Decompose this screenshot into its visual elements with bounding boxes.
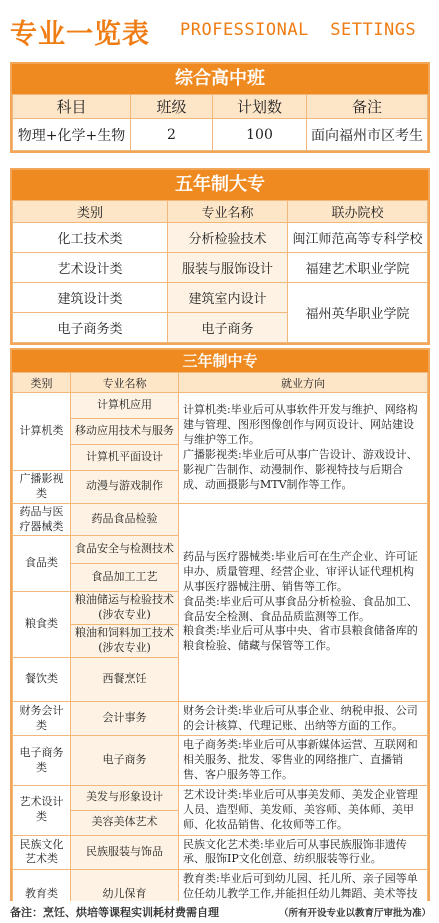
major-cell: 电子商务 bbox=[168, 313, 288, 343]
section-five-year-college bbox=[10, 168, 430, 345]
direction-cell bbox=[179, 503, 428, 701]
school-cell: 福建艺术职业学院 bbox=[288, 253, 428, 283]
footer-note: 备注：烹饪、烘培等课程实训耗材费需自理 bbox=[10, 906, 219, 919]
major-cell: 计算机平面设计 bbox=[71, 445, 179, 471]
direction-text: 广播影视类:毕业后可从事广告设计、游戏设计、影视广告制作、动漫制作、影视特技与后期合成、动画摄影与MTV制作等工作。 bbox=[183, 447, 418, 491]
page-title: 专业一览表 bbox=[10, 19, 150, 50]
table-row bbox=[13, 393, 428, 419]
major-cell: 西餐烹饪 bbox=[71, 657, 179, 701]
page-header bbox=[0, 0, 439, 56]
three-year-table bbox=[12, 372, 428, 920]
category-cell: 艺术设计类 bbox=[13, 253, 168, 283]
major-cell: 粮油储运与检验技术(涉农专业) bbox=[71, 592, 179, 625]
direction-cell: 民族文化艺术类:毕业后可从事民族服饰非遗传承、服饰IP文化创意、纺织服装等行业。 bbox=[179, 835, 428, 870]
category-cell: 餐饮类 bbox=[13, 657, 71, 701]
column-header: 科目 bbox=[13, 95, 131, 119]
category-cell: 电子商务类 bbox=[13, 313, 168, 343]
category-cell: 电子商务类 bbox=[13, 736, 71, 786]
column-header: 类别 bbox=[13, 373, 71, 393]
page-footer bbox=[0, 901, 439, 923]
plan-count-cell: 100 bbox=[213, 119, 307, 151]
table-row bbox=[13, 785, 428, 810]
table-row bbox=[13, 503, 428, 536]
major-cell: 幼儿保育 bbox=[71, 870, 179, 920]
table-header-row bbox=[13, 373, 428, 393]
table-row bbox=[13, 736, 428, 786]
table-row bbox=[13, 119, 428, 151]
table-header-row bbox=[13, 95, 428, 119]
direction-cell: 艺术设计类:毕业后可从事美发师、美发企业管理人员、造型师、美发师、美容师、美体师、美甲师、化妆品销售、化妆师等工作。 bbox=[179, 785, 428, 835]
five-year-table bbox=[12, 200, 428, 343]
column-header: 专业名称 bbox=[71, 373, 179, 393]
section-comprehensive-high-school bbox=[10, 62, 430, 153]
major-cell: 粮油和饲料加工技术(涉农专业) bbox=[71, 625, 179, 658]
category-cell: 民族文化艺术类 bbox=[13, 835, 71, 870]
page-title-english: PROFESSIONAL SETTINGS bbox=[180, 20, 417, 40]
major-cell: 民族服装与饰品 bbox=[71, 835, 179, 870]
major-cell: 动漫与游戏制作 bbox=[71, 471, 179, 504]
major-cell: 服装与服饰设计 bbox=[168, 253, 288, 283]
major-cell: 会计事务 bbox=[71, 701, 179, 736]
category-cell: 粮食类 bbox=[13, 592, 71, 657]
column-header: 类别 bbox=[13, 201, 168, 223]
major-cell: 分析检验技术 bbox=[168, 223, 288, 253]
direction-cell bbox=[179, 393, 428, 504]
school-cell: 闽江师范高等专科学校 bbox=[288, 223, 428, 253]
class-count-cell: 2 bbox=[131, 119, 213, 151]
category-cell: 广播影视类 bbox=[13, 471, 71, 504]
column-header: 计划数 bbox=[213, 95, 307, 119]
direction-text: 计算机类:毕业后可从事软件开发与维护、网络构建与管理、图形图像创作与网页设计、网站建设与维护等工作。 bbox=[183, 403, 418, 446]
direction-text: 粮食类:毕业后可从事中央、省市县粮食储备库的粮食检验、储藏与保管等工作。 bbox=[183, 624, 418, 653]
footer-disclaimer: （所有开设专业以教育厅审批为准） bbox=[278, 908, 431, 919]
table-row bbox=[13, 835, 428, 870]
table-row bbox=[13, 283, 428, 313]
category-cell: 食品类 bbox=[13, 536, 71, 592]
major-cell: 美容美体艺术 bbox=[71, 810, 179, 835]
category-cell: 艺术设计类 bbox=[13, 785, 71, 835]
table-row bbox=[13, 223, 428, 253]
column-header: 备注 bbox=[307, 95, 428, 119]
direction-cell: 财务会计类:毕业后可从事企业、纳税申报、公司的会计核算、代理记账、出纳等方面的工作。 bbox=[179, 701, 428, 736]
category-cell: 教育类 bbox=[13, 870, 71, 920]
school-cell: 福州英华职业学院 bbox=[288, 283, 428, 343]
major-cell: 计算机应用 bbox=[71, 393, 179, 419]
major-cell: 食品安全与检测技术 bbox=[71, 536, 179, 564]
major-cell: 食品加工工艺 bbox=[71, 564, 179, 592]
column-header: 联办院校 bbox=[288, 201, 428, 223]
high-school-table bbox=[12, 94, 428, 151]
table-header-row bbox=[13, 201, 428, 223]
category-cell: 药品与医疗器械类 bbox=[13, 503, 71, 536]
remark-cell: 面向福州市区考生 bbox=[307, 119, 428, 151]
direction-cell: 教育类:毕业后可到幼儿园、托儿所、亲子园等单位任幼儿教学工作,并能担任幼儿舞蹈、美术等技 bbox=[179, 870, 428, 920]
subject-cell: 物理+化学+生物 bbox=[13, 119, 131, 151]
section-title: 综合高中班 bbox=[12, 64, 428, 94]
column-header: 班级 bbox=[131, 95, 213, 119]
major-cell: 美发与形象设计 bbox=[71, 785, 179, 810]
section-title: 五年制大专 bbox=[12, 170, 428, 200]
column-header: 就业方向 bbox=[179, 373, 428, 393]
direction-text: 食品类:毕业后可从事食品分析检验、食品加工、食品安全检测、食品品质监测等工作。 bbox=[183, 594, 418, 623]
category-cell: 建筑设计类 bbox=[13, 283, 168, 313]
direction-cell: 电子商务类:毕业后可从事新媒体运营、互联网和相关服务、批发、零售业的网络推广、直播销售、客户服务等工作。 bbox=[179, 736, 428, 786]
section-title: 三年制中专 bbox=[12, 350, 428, 372]
direction-text: 药品与医疗器械类:毕业后可在生产企业、许可证申办、质量管理、经营企业、审评认证代理机构从事医疗器械注册、销售等工作。 bbox=[183, 550, 418, 593]
major-cell: 建筑室内设计 bbox=[168, 283, 288, 313]
table-row bbox=[13, 701, 428, 736]
major-cell: 移动应用技术与服务 bbox=[71, 419, 179, 445]
category-cell: 财务会计类 bbox=[13, 701, 71, 736]
table-row bbox=[13, 253, 428, 283]
category-cell: 化工技术类 bbox=[13, 223, 168, 253]
major-cell: 药品食品检验 bbox=[71, 503, 179, 536]
column-header: 专业名称 bbox=[168, 201, 288, 223]
category-cell: 计算机类 bbox=[13, 393, 71, 471]
section-three-year-secondary bbox=[10, 348, 430, 922]
major-cell: 电子商务 bbox=[71, 736, 179, 786]
